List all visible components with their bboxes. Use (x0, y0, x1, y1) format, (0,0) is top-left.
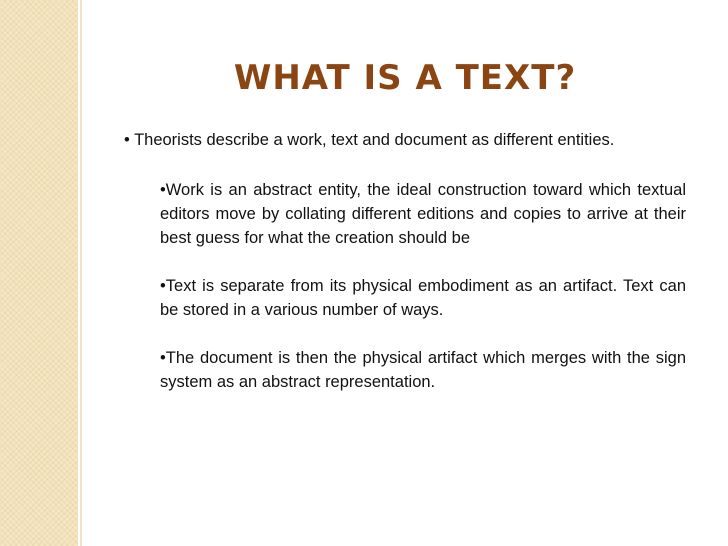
slide-title: WHAT IS A TEXT? (233, 58, 577, 98)
intro-paragraph: • Theorists describe a work, text and document as different entities. (124, 131, 615, 149)
bullet-text: •Text is separate from its physical embodiment as an artifact. Text can be stored in a various number of ways. (160, 277, 686, 319)
slide-body (124, 128, 686, 418)
bullet-document: •The document is then the physical artifact which merges with the sign system as an abstract representation. (160, 349, 686, 391)
bullet-work: •Work is an abstract entity, the ideal construction toward which textual editors move by collating different editions and copies to arrive at their best guess for what the creation should be (160, 181, 686, 247)
decorative-side-band (0, 0, 78, 546)
